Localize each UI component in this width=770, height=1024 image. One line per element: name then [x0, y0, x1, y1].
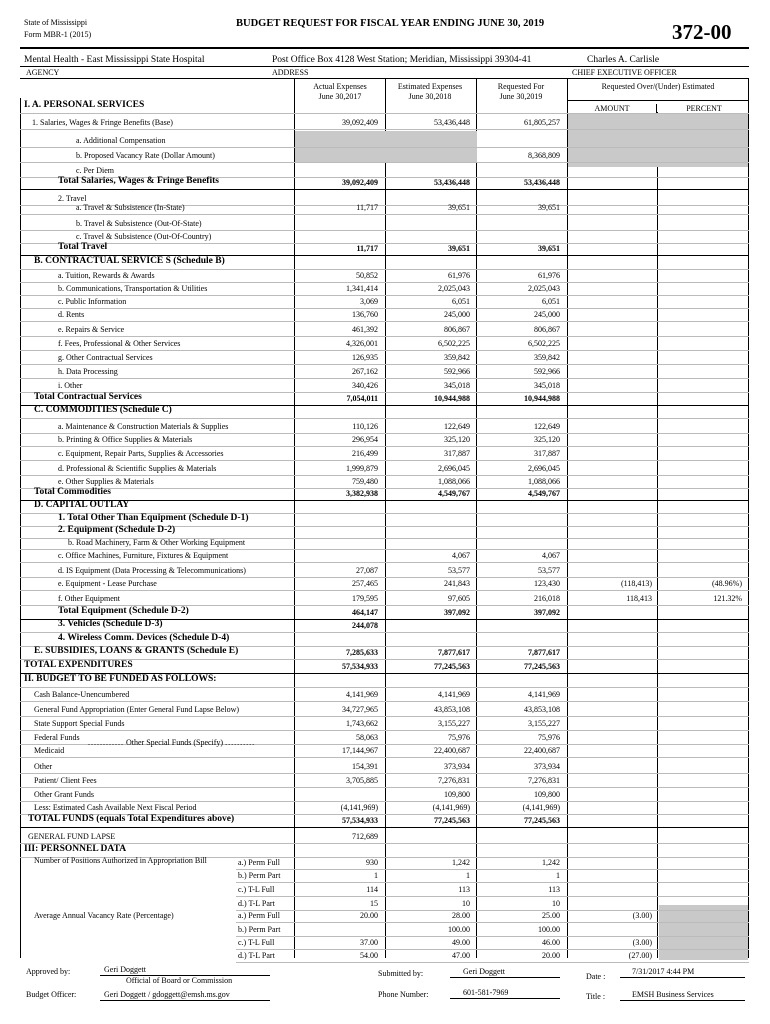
requested-value: 75,976 — [538, 733, 560, 742]
estimated-value: 4,067 — [452, 551, 470, 560]
row-label: 1. Total Other Than Equipment (Schedule D-1) — [58, 513, 249, 523]
row-rule — [20, 230, 749, 231]
agency-code: 372-00 — [672, 20, 732, 44]
requested-value: 53,436,448 — [524, 178, 560, 187]
requested-value: 345,018 — [534, 381, 560, 390]
personnel-row-label: c.) T-L Full — [238, 938, 275, 947]
phone-label: Phone Number: — [378, 990, 429, 999]
estimated-value: 28.00 — [452, 911, 470, 920]
row-rule — [20, 282, 749, 283]
row-label: h. Data Processing — [58, 367, 118, 376]
row-label: f. Fees, Professional & Other Services — [58, 339, 181, 348]
row-label: e. Other Supplies & Materials — [58, 477, 154, 486]
agency-rule — [20, 66, 749, 67]
personnel-row-label: a.) Perm Full — [238, 858, 280, 867]
row-rule — [20, 129, 749, 130]
row-label: State Support Special Funds — [34, 719, 125, 728]
submitted-label: Submitted by: — [378, 969, 424, 978]
actual-value: 3,705,885 — [346, 776, 378, 785]
row-label: a. Additional Compensation — [76, 136, 166, 145]
requested-value: 10,944,988 — [524, 394, 560, 403]
actual-value: 1,999,879 — [346, 464, 378, 473]
personnel-row-label: d.) T-L Part — [238, 951, 275, 960]
personnel-row-label: b.) Perm Part — [238, 925, 281, 934]
requested-value: 53,577 — [538, 566, 560, 575]
row-label: a. Travel & Subsistence (In-State) — [76, 203, 185, 212]
row-label: b. Printing & Office Supplies & Materials — [58, 435, 193, 444]
budget-officer-value: Geri Doggett / gdoggett@emsh.ms.gov — [104, 990, 230, 999]
requested-value: 77,245,563 — [524, 662, 560, 671]
requested-value: 806,867 — [534, 325, 560, 334]
row-rule — [236, 936, 749, 937]
actual-value: 11,717 — [356, 203, 378, 212]
estimated-value: 373,934 — [444, 762, 470, 771]
submitted-line — [450, 977, 560, 978]
actual-value: 37.00 — [360, 938, 378, 947]
row-label: Other — [34, 762, 53, 771]
row-rule — [20, 214, 749, 215]
header-rule — [20, 47, 749, 49]
row-label: TOTAL EXPENDITURES — [24, 660, 133, 670]
actual-value: 712,689 — [352, 832, 378, 841]
actual-value: 50,852 — [356, 271, 378, 280]
over-under-amount: 118,413 — [626, 594, 652, 603]
row-label: Total Contractual Services — [34, 392, 142, 402]
actual-value: 126,935 — [352, 353, 378, 362]
personnel-row-label: a.) Perm Full — [238, 911, 280, 920]
requested-value: 10 — [552, 899, 560, 908]
requested-value: 22,400,687 — [524, 746, 560, 755]
estimated-value: 77,245,563 — [434, 662, 470, 671]
estimated-value: 10 — [462, 899, 470, 908]
col-estimated-date: June 30,2018 — [408, 92, 452, 101]
estimated-value: 75,976 — [448, 733, 470, 742]
requested-value: 2,025,043 — [528, 284, 560, 293]
requested-value: 113 — [548, 885, 560, 894]
row-rule — [20, 336, 749, 337]
row-rule — [20, 189, 749, 190]
estimated-value: 122,649 — [444, 422, 470, 431]
row-label: 3. Vehicles (Schedule D-3) — [58, 619, 163, 629]
table-right-border — [748, 78, 749, 958]
estimated-value: 3,155,227 — [438, 719, 470, 728]
row-label: E. SUBSIDIES, LOANS & GRANTS (Schedule E) — [34, 646, 239, 656]
estimated-value: 39,651 — [448, 203, 470, 212]
estimated-value: 2,025,043 — [438, 284, 470, 293]
title-line — [620, 1000, 745, 1001]
estimated-value: 53,577 — [448, 566, 470, 575]
actual-value: 54.00 — [360, 951, 378, 960]
row-rule — [236, 962, 749, 963]
row-rule — [20, 460, 749, 461]
row-rule — [20, 162, 749, 163]
estimated-value: 397,092 — [444, 608, 470, 617]
row-label: GENERAL FUND LAPSE — [28, 832, 116, 841]
row-rule — [20, 730, 749, 731]
row-label: b. Road Machinery, Farm & Other Working Equipment — [68, 538, 246, 547]
row-rule — [20, 757, 749, 758]
row-rule — [236, 922, 749, 923]
ceo-name: Charles A. Carlisle — [587, 55, 660, 65]
row-label: Federal Funds — [34, 733, 80, 742]
estimated-value: 345,018 — [444, 381, 470, 390]
requested-value: 3,155,227 — [528, 719, 560, 728]
phone-value: 601-581-7969 — [463, 988, 509, 997]
title-label: Title : — [586, 992, 606, 1001]
actual-value: 57,534,933 — [342, 662, 378, 671]
requested-value: 4,549,767 — [528, 489, 560, 498]
actual-value: 15 — [370, 899, 378, 908]
requested-value: 43,853,108 — [524, 705, 560, 714]
budget-officer-line — [100, 1000, 270, 1001]
row-label: c. Per Diem — [76, 166, 114, 175]
estimated-value: 317,887 — [444, 449, 470, 458]
row-label: c. Equipment, Repair Parts, Supplies & Accessories — [58, 449, 224, 458]
row-rule — [20, 433, 749, 434]
approved-name: Geri Doggett — [104, 965, 146, 974]
actual-value: 1,743,662 — [346, 719, 378, 728]
requested-value: 25.00 — [542, 911, 560, 920]
requested-value: 122,649 — [534, 422, 560, 431]
actual-value: 179,595 — [352, 594, 378, 603]
estimated-value: 806,867 — [444, 325, 470, 334]
col-actual-header: Actual Expenses — [313, 82, 367, 91]
requested-value: 1,242 — [542, 858, 560, 867]
actual-value: 39,092,409 — [342, 118, 378, 127]
estimated-value: (4,141,969) — [432, 803, 470, 812]
actual-value: 1,341,414 — [346, 284, 378, 293]
col-requested-header: Requested For — [497, 82, 545, 91]
row-rule — [20, 716, 749, 717]
actual-value: 7,054,011 — [346, 394, 378, 403]
actual-value: 3,069 — [360, 297, 378, 306]
date-line — [620, 977, 745, 978]
requested-value: 39,651 — [538, 203, 560, 212]
row-label: TOTAL FUNDS (equals Total Expenditures above) — [28, 814, 235, 824]
row-rule — [20, 843, 749, 844]
estimated-value: 22,400,687 — [434, 746, 470, 755]
over-under-amount: (118,413) — [620, 579, 652, 588]
row-rule — [20, 147, 749, 148]
row-label: III: PERSONNEL DATA — [24, 844, 127, 854]
row-label: a. Maintenance & Construction Materials & Supplies — [58, 422, 229, 431]
row-rule — [20, 378, 749, 379]
row-label: C. COMMODITIES (Schedule C) — [34, 405, 172, 415]
actual-value: 216,499 — [352, 449, 378, 458]
estimated-value: 43,853,108 — [434, 705, 470, 714]
row-label: c. Travel & Subsistence (Out-Of-Country) — [76, 232, 212, 241]
title-value: EMSH Business Services — [632, 990, 714, 999]
col-amount-border — [567, 78, 568, 958]
row-label: Medicaid — [34, 746, 65, 755]
row-rule — [20, 577, 749, 578]
row-rule — [20, 364, 749, 365]
row-label: e. Repairs & Service — [58, 325, 125, 334]
state-label: State of Mississippi — [24, 18, 88, 27]
requested-value: 1 — [556, 871, 560, 880]
row-label: Cash Balance-Unencumbered — [34, 690, 130, 699]
requested-value: 7,276,831 — [528, 776, 560, 785]
estimated-value: 1,242 — [452, 858, 470, 867]
row-label: c. Public Information — [58, 297, 127, 306]
personnel-row-label: d.) T-L Part — [238, 899, 275, 908]
actual-value: 11,717 — [356, 244, 378, 253]
submitted-name: Geri Doggett — [463, 967, 505, 976]
row-rule — [20, 350, 749, 351]
estimated-value: 592,966 — [444, 367, 470, 376]
row-label: Total Salaries, Wages & Fringe Benefits — [58, 176, 219, 186]
estimated-value: 39,651 — [448, 244, 470, 253]
row-rule — [20, 687, 749, 688]
row-label: d. Rents — [58, 310, 85, 319]
estimated-value: 53,436,448 — [434, 118, 470, 127]
estimated-value: 53,436,448 — [434, 178, 470, 187]
actual-value: 114 — [366, 885, 378, 894]
row-label: II. BUDGET TO BE FUNDED AS FOLLOWS: — [24, 674, 217, 684]
approved-label: Approved by: — [26, 967, 71, 976]
actual-value: 461,392 — [352, 325, 378, 334]
approved-title: Official of Board or Commission — [126, 976, 233, 985]
requested-value: 100.00 — [538, 925, 560, 934]
estimated-value: 113 — [458, 885, 470, 894]
over-under-percent: (48.96%) — [712, 579, 742, 588]
row-label: Total Travel — [58, 242, 108, 252]
requested-value: 592,966 — [534, 367, 560, 376]
requested-value: 397,092 — [534, 608, 560, 617]
requested-value: 61,805,257 — [524, 118, 560, 127]
row-rule — [20, 295, 749, 296]
row-rule — [236, 869, 749, 870]
requested-value: 359,842 — [534, 353, 560, 362]
col-amount-header: AMOUNT — [594, 104, 630, 113]
shaded-block-over — [568, 113, 748, 167]
row-rule — [20, 446, 749, 447]
actual-value: 136,760 — [352, 310, 378, 319]
estimated-value: 47.00 — [452, 951, 470, 960]
actual-value: 759,480 — [352, 477, 378, 486]
requested-value: 1,088,066 — [528, 477, 560, 486]
requested-value: 2,696,045 — [528, 464, 560, 473]
row-label: Total Commodities — [34, 487, 111, 497]
actual-value: 464,147 — [352, 608, 378, 617]
personnel-row-label: b.) Perm Part — [238, 871, 281, 880]
requested-value: 6,502,225 — [528, 339, 560, 348]
estimated-value: 241,843 — [444, 579, 470, 588]
requested-value: 4,067 — [542, 551, 560, 560]
estimated-value: 325,120 — [444, 435, 470, 444]
ceo-label: CHIEF EXECUTIVE OFFICER — [572, 68, 677, 77]
col-requested-date: June 30,2019 — [499, 92, 543, 101]
agency-address: Post Office Box 4128 West Station; Meridian, Mississippi 39304-41 — [272, 55, 532, 65]
budget-officer-label: Budget Officer: — [26, 990, 77, 999]
estimated-value: 6,051 — [452, 297, 470, 306]
requested-value: 245,000 — [534, 310, 560, 319]
row-label: a. Tuition, Rewards & Awards — [58, 271, 155, 280]
requested-value: 6,051 — [542, 297, 560, 306]
table-left-border — [20, 98, 21, 958]
row-label: 2. Travel — [58, 194, 87, 203]
requested-value: 46.00 — [542, 938, 560, 947]
phone-line — [450, 998, 560, 999]
estimated-value: 100.00 — [448, 925, 470, 934]
row-label: b. Proposed Vacancy Rate (Dollar Amount) — [76, 151, 215, 160]
actual-value: 57,534,933 — [342, 816, 378, 825]
requested-value: 77,245,563 — [524, 816, 560, 825]
row-label: b. Travel & Subsistence (Out-Of-State) — [76, 219, 202, 228]
row-rule — [20, 701, 749, 702]
estimated-value: 245,000 — [444, 310, 470, 319]
estimated-value: 109,800 — [444, 790, 470, 799]
actual-value: 58,063 — [356, 733, 378, 742]
actual-value: 110,126 — [352, 422, 378, 431]
requested-value: 61,976 — [538, 271, 560, 280]
row-rule — [236, 882, 749, 883]
requested-value: 109,800 — [534, 790, 560, 799]
page-title: BUDGET REQUEST FOR FISCAL YEAR ENDING JUNE 30, 2019 — [236, 18, 545, 29]
row-label: e. Equipment - Lease Purchase — [58, 579, 157, 588]
col-percent-border — [657, 112, 658, 958]
row-label: Total Equipment (Schedule D-2) — [58, 606, 189, 616]
actual-value: 27,087 — [356, 566, 378, 575]
requested-value: 317,887 — [534, 449, 560, 458]
actual-value: 267,162 — [352, 367, 378, 376]
row-rule — [20, 321, 749, 322]
actual-value: 20.00 — [360, 911, 378, 920]
row-rule — [20, 269, 749, 270]
row-label: 4. Wireless Comm. Devices (Schedule D-4) — [58, 633, 230, 643]
date-label: Date : — [586, 972, 606, 981]
actual-value: 39,092,409 — [342, 178, 378, 187]
vacancy-label: Average Annual Vacancy Rate (Percentage) — [34, 911, 174, 920]
row-rule — [236, 949, 749, 950]
over-under-rule — [568, 100, 749, 101]
estimated-value: 1 — [466, 871, 470, 880]
row-label: General Fund Appropriation (Enter General Fund Lapse Below) — [34, 705, 240, 714]
actual-value: 930 — [366, 858, 378, 867]
requested-value: 373,934 — [534, 762, 560, 771]
row-rule — [20, 590, 749, 591]
estimated-value: 6,502,225 — [438, 339, 470, 348]
estimated-value: 2,696,045 — [438, 464, 470, 473]
other-special-funds-label: ............ Other Special Funds (Specify) .......... — [88, 738, 256, 747]
col-over-under-header: Requested Over/(Under) Estimated — [601, 82, 715, 91]
row-label: D. CAPITAL OUTLAY — [34, 500, 130, 510]
estimated-value: 4,141,969 — [438, 690, 470, 699]
row-rule — [20, 475, 749, 476]
requested-value: 325,120 — [534, 435, 560, 444]
row-label: d. IS Equipment (Data Processing & Telecommunications) — [58, 566, 246, 575]
shaded-block-vacancy — [659, 905, 748, 960]
requested-value: 8,368,809 — [528, 151, 560, 160]
requested-value: 4,141,969 — [528, 690, 560, 699]
row-rule — [20, 500, 749, 501]
agency-label: AGENCY — [26, 68, 60, 77]
requested-value: 123,430 — [534, 579, 560, 588]
requested-value: (4,141,969) — [522, 803, 560, 812]
positions-label: Number of Positions Authorized in Appropriation Bill — [34, 856, 207, 865]
row-label: d. Professional & Scientific Supplies & Materials — [58, 464, 217, 473]
row-label: c. Office Machines, Furniture, Fixtures & Equipment — [58, 551, 229, 560]
actual-value: 4,141,969 — [346, 690, 378, 699]
row-label: i. Other — [58, 381, 83, 390]
actual-value: 244,078 — [352, 621, 378, 630]
col-estimated-header: Estimated Expenses — [397, 82, 463, 91]
requested-value: 20.00 — [542, 951, 560, 960]
estimated-value: 7,877,617 — [438, 648, 470, 657]
agency-name: Mental Health - East Mississippi State Hospital — [24, 55, 205, 65]
actual-value: (4,141,969) — [340, 803, 378, 812]
col-percent-header: PERCENT — [686, 104, 722, 113]
row-label: Less: Estimated Cash Available Next Fiscal Period — [34, 803, 197, 812]
row-label: Other Grant Funds — [34, 790, 94, 799]
actual-value: 3,382,938 — [346, 489, 378, 498]
row-label: 1. Salaries, Wages & Fringe Benefits (Base) — [32, 118, 173, 127]
estimated-value: 359,842 — [444, 353, 470, 362]
actual-value: 17,144,967 — [342, 746, 378, 755]
estimated-value: 49.00 — [452, 938, 470, 947]
estimated-value: 97,605 — [448, 594, 470, 603]
requested-value: 216,018 — [534, 594, 560, 603]
row-label: f. Other Equipment — [58, 594, 120, 603]
row-rule — [20, 827, 749, 828]
date-value: 7/31/2017 4:44 PM — [632, 967, 695, 976]
row-label: 2. Equipment (Schedule D-2) — [58, 525, 176, 535]
actual-value: 340,426 — [352, 381, 378, 390]
row-rule — [20, 787, 749, 788]
estimated-value: 1,088,066 — [438, 477, 470, 486]
row-label: g. Other Contractual Services — [58, 353, 153, 362]
actual-value: 154,391 — [352, 762, 378, 771]
row-rule — [20, 418, 749, 419]
requested-value: 7,877,617 — [528, 648, 560, 657]
actual-value: 7,285,633 — [346, 648, 378, 657]
row-rule — [236, 896, 749, 897]
address-label: ADDRESS — [272, 68, 309, 77]
row-label: B. CONTRACTUAL SERVICE S (Schedule B) — [34, 256, 225, 266]
row-rule — [20, 773, 749, 774]
over-under-amount: (27.00) — [628, 951, 652, 960]
row-label: I. A. PERSONAL SERVICES — [24, 100, 145, 110]
actual-value: 4,326,001 — [346, 339, 378, 348]
row-rule — [20, 562, 749, 563]
row-label: Patient/ Client Fees — [34, 776, 97, 785]
over-under-percent: 121.32% — [713, 594, 742, 603]
estimated-value: 10,944,988 — [434, 394, 470, 403]
requested-value: 39,651 — [538, 244, 560, 253]
over-under-amount: (3.00) — [632, 911, 652, 920]
estimated-value: 4,549,767 — [438, 489, 470, 498]
row-rule — [20, 549, 749, 550]
estimated-value: 61,976 — [448, 271, 470, 280]
col-actual-date: June 30,2017 — [318, 92, 362, 101]
actual-value: 257,465 — [352, 579, 378, 588]
actual-value: 296,954 — [352, 435, 378, 444]
row-label: b. Communications, Transportation & Utilities — [58, 284, 208, 293]
row-rule — [20, 113, 749, 114]
row-rule — [20, 801, 749, 802]
personnel-row-label: c.) T-L Full — [238, 885, 275, 894]
form-number: Form MBR-1 (2015) — [24, 30, 92, 39]
over-under-amount: (3.00) — [632, 938, 652, 947]
row-rule — [20, 308, 749, 309]
estimated-value: 77,245,563 — [434, 816, 470, 825]
actual-value: 34,727,965 — [342, 705, 378, 714]
actual-value: 1 — [374, 871, 378, 880]
estimated-value: 7,276,831 — [438, 776, 470, 785]
